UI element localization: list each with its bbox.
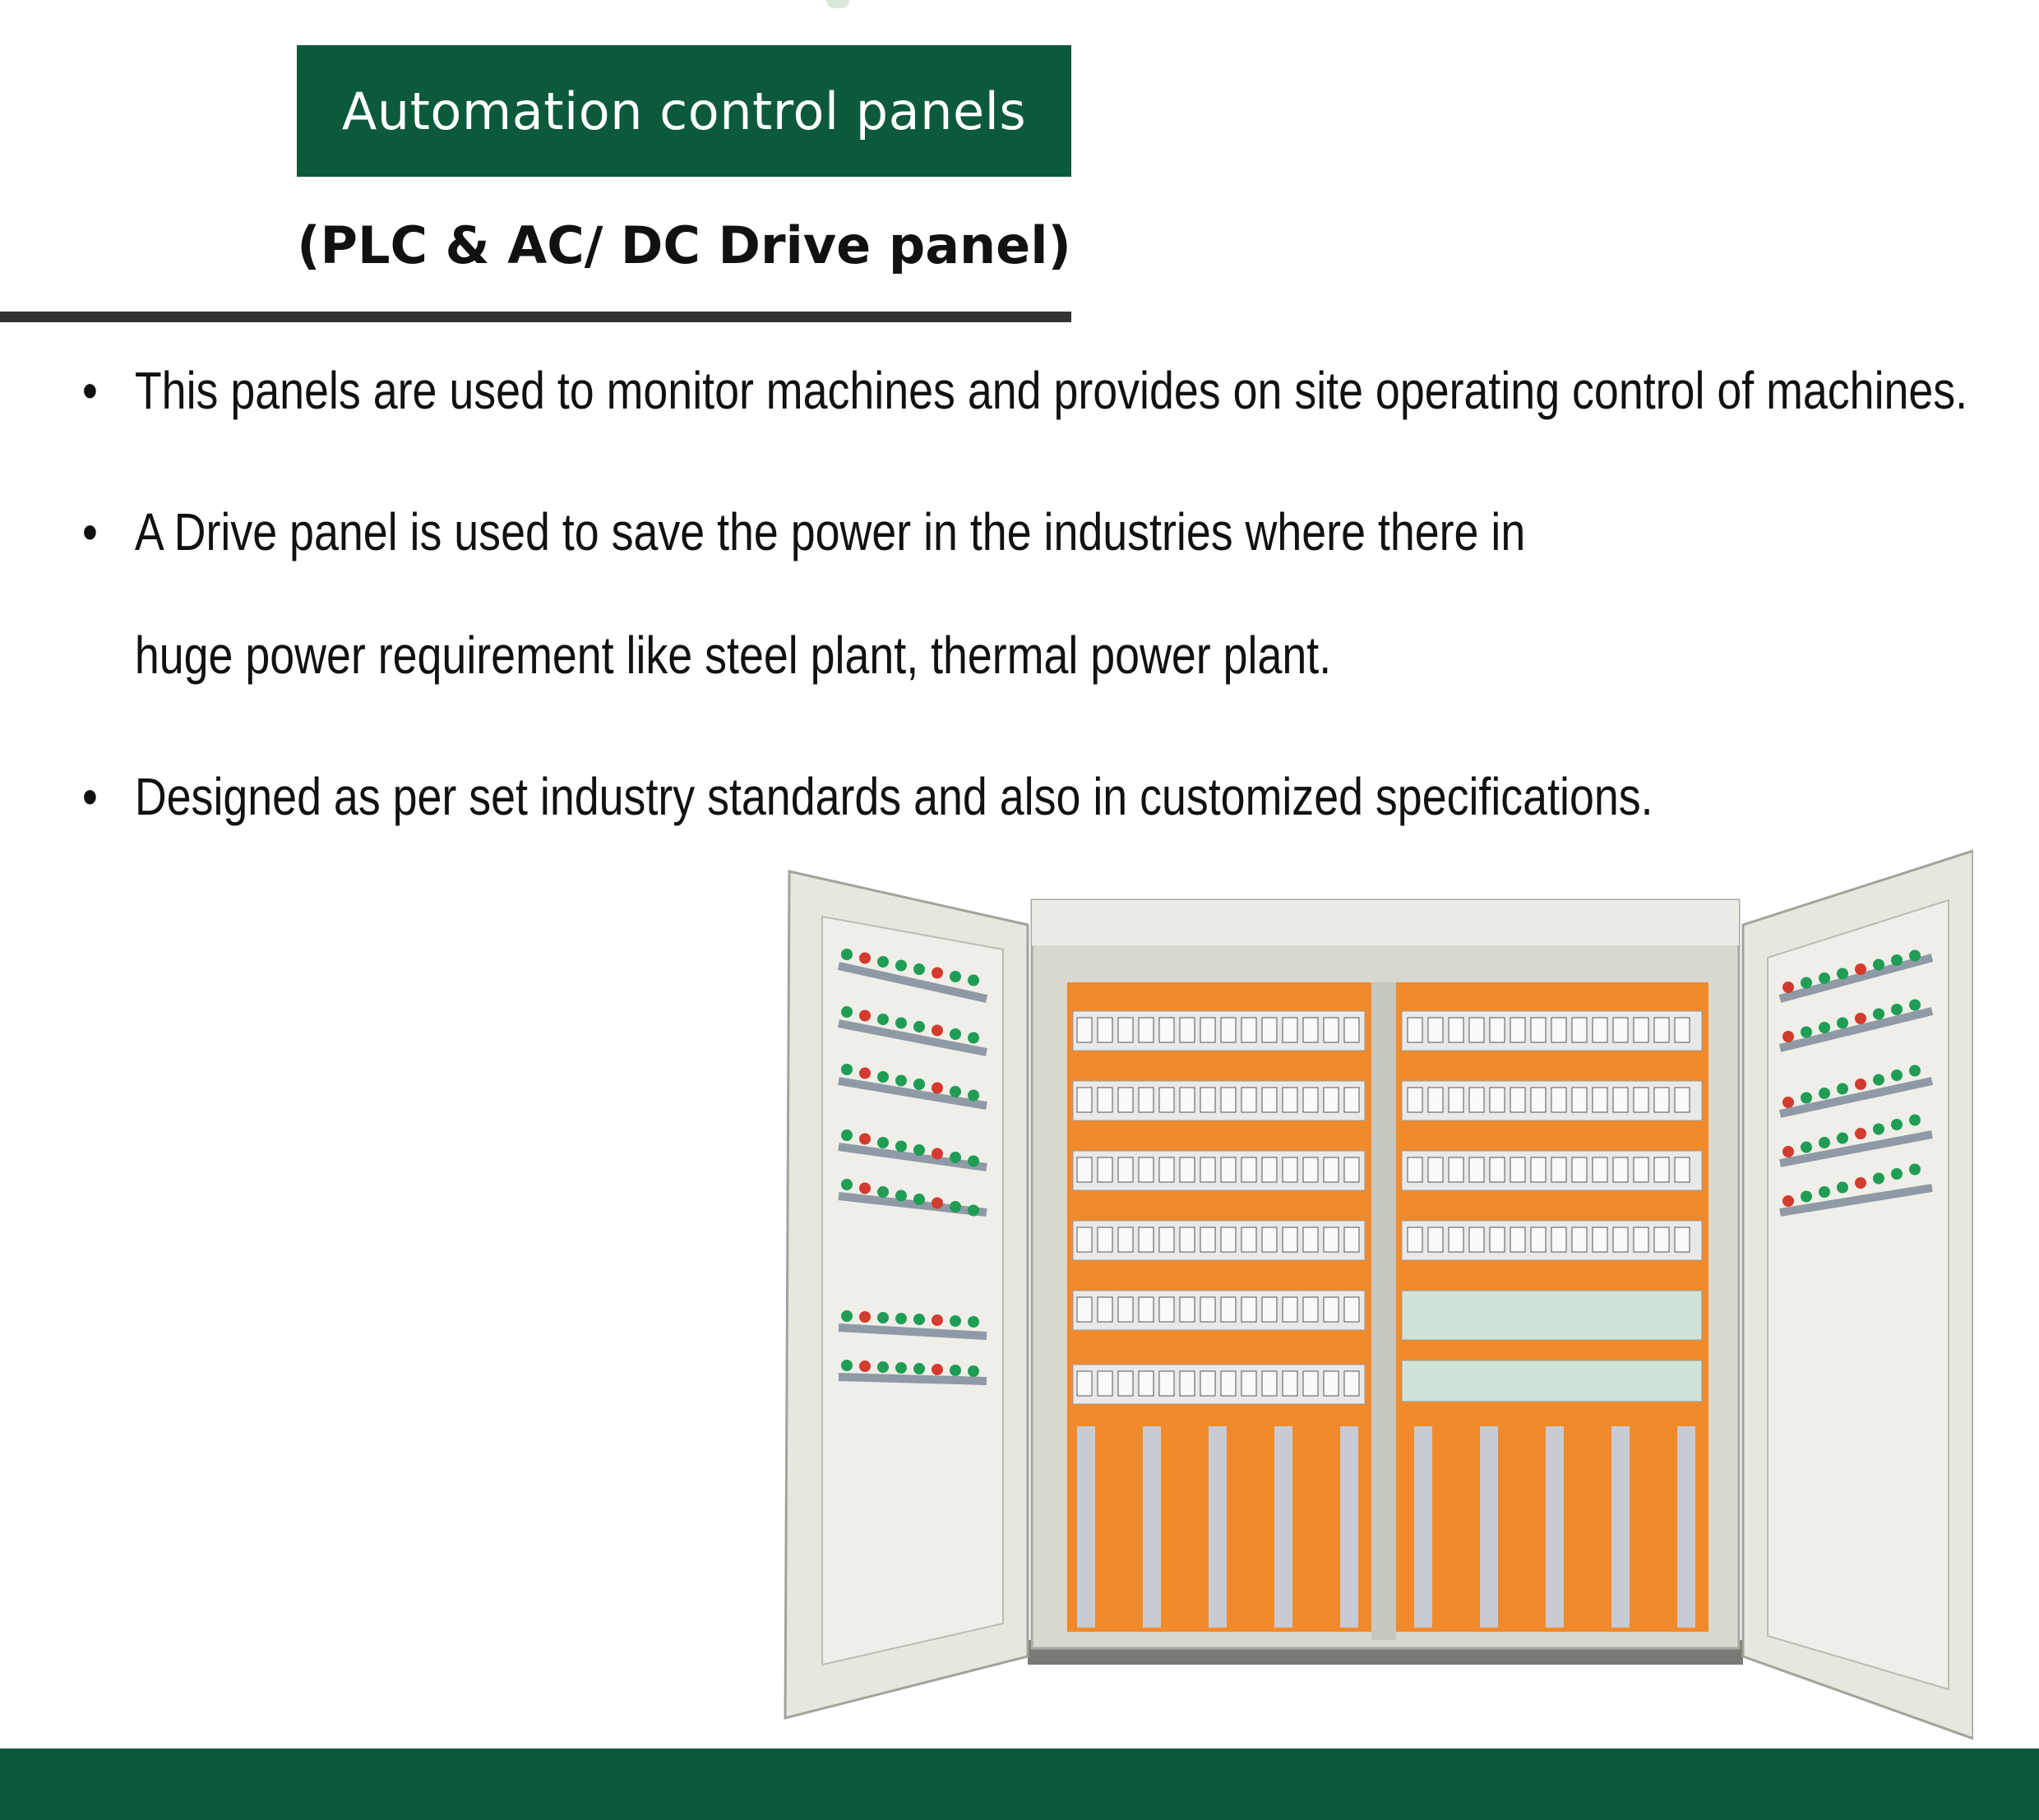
relay-module (1490, 1088, 1505, 1112)
relay-module (1531, 1088, 1546, 1112)
relay-module (1510, 1227, 1525, 1252)
relay-module (1408, 1018, 1422, 1042)
indicator-lamp (1819, 972, 1830, 984)
relay-module (1469, 1018, 1484, 1042)
relay-module (1139, 1371, 1154, 1396)
relay-module (1180, 1227, 1195, 1252)
relay-module (1551, 1018, 1566, 1042)
indicator-lamp (968, 1090, 979, 1102)
page-title: Automation control panels (341, 81, 1027, 141)
relay-module (1551, 1157, 1566, 1182)
relay-module (1613, 1018, 1628, 1042)
indicator-lamp (950, 1365, 961, 1376)
indicator-lamp (932, 1083, 943, 1094)
relay-module (1675, 1018, 1690, 1042)
indicator-lamp (932, 968, 943, 979)
indicator-lamp (1801, 1092, 1812, 1104)
indicator-lamp (1909, 1000, 1921, 1011)
indicator-lamp (877, 1071, 889, 1083)
cabinet-top (1032, 900, 1739, 945)
indicator-lamp (968, 1032, 979, 1044)
indicator-lamp (968, 975, 979, 986)
relay-module (1469, 1157, 1484, 1182)
relay-module (1200, 1088, 1215, 1112)
relay-module (1283, 1088, 1297, 1112)
relay-module (1634, 1157, 1648, 1182)
relay-module (1180, 1088, 1195, 1112)
relay-module (1200, 1297, 1215, 1322)
indicator-lamp (932, 1198, 943, 1209)
relay-module (1241, 1371, 1256, 1396)
indicator-lamp (1891, 1119, 1903, 1130)
relay-module (1469, 1227, 1484, 1252)
relay-module (1675, 1157, 1690, 1182)
indicator-lamp (1909, 1115, 1921, 1126)
relay-module (1408, 1157, 1422, 1182)
relay-module (1303, 1227, 1318, 1252)
indicator-lamp (913, 1314, 925, 1325)
bullet-text: A Drive panel is used to save the power in the industries where there in huge power requirement like steel plant, thermal power plant. (134, 502, 1526, 685)
indicator-lamp (1819, 1186, 1830, 1198)
relay-module (1221, 1227, 1236, 1252)
relay-module (1572, 1088, 1587, 1112)
indicator-lamp (895, 1362, 907, 1374)
relay-module (1593, 1018, 1607, 1042)
relay-module (1241, 1227, 1256, 1252)
indicator-lamp (1801, 1142, 1812, 1153)
bullet-item (82, 470, 1712, 717)
title-divider (0, 312, 1071, 322)
bullet-item: • Designed as per set industry standards and also in customized specifications. (82, 735, 1712, 858)
indicator-lamp (895, 1075, 907, 1087)
indicator-lamp (932, 1364, 943, 1375)
relay-module (1449, 1088, 1463, 1112)
indicator-lamp (877, 1014, 889, 1025)
relay-module (1572, 1018, 1587, 1042)
indicator-lamp (1837, 1018, 1848, 1029)
relay-module (1200, 1157, 1215, 1182)
page-subtitle: (PLC & AC/ DC Drive panel) (297, 215, 1071, 275)
indicator-lamp (877, 1361, 889, 1373)
relay-module (1613, 1227, 1628, 1252)
relay-module (1241, 1088, 1256, 1112)
relay-module (1449, 1018, 1463, 1042)
relay-module (1654, 1157, 1669, 1182)
relay-module (1531, 1018, 1546, 1042)
relay-module (1654, 1227, 1669, 1252)
relay-module (1510, 1157, 1525, 1182)
relay-module (1344, 1018, 1359, 1042)
indicator-lamp (1873, 1124, 1884, 1135)
indicator-lamp (913, 1021, 925, 1032)
relay-module (1221, 1297, 1236, 1322)
indicator-lamp (859, 1360, 871, 1372)
indicator-lamp (1891, 1004, 1903, 1015)
relay-module (1241, 1018, 1256, 1042)
relay-module (1098, 1088, 1112, 1112)
relay-module (1283, 1371, 1297, 1396)
relay-module (1118, 1297, 1133, 1322)
relay-module (1262, 1018, 1277, 1042)
relay-module (1634, 1018, 1648, 1042)
relay-module (1593, 1088, 1607, 1112)
indicator-lamp (1873, 1009, 1884, 1020)
relay-module (1510, 1088, 1525, 1112)
indicator-lamp (968, 1205, 979, 1217)
relay-module (1572, 1157, 1587, 1182)
indicator-lamp (841, 1064, 853, 1075)
indicator-lamp (1782, 1146, 1794, 1157)
relay-module (1408, 1088, 1422, 1112)
indicator-lamp (877, 956, 889, 968)
relay-module (1221, 1088, 1236, 1112)
indicator-lamp (859, 953, 871, 964)
relay-module (1262, 1227, 1277, 1252)
indicator-lamp (1855, 1128, 1866, 1139)
relay-module (1654, 1018, 1669, 1042)
relay-module (1675, 1227, 1690, 1252)
relay-module (1283, 1227, 1297, 1252)
indicator-lamp (895, 1018, 907, 1029)
relay-module (1428, 1227, 1443, 1252)
relay-module (1551, 1088, 1566, 1112)
relay-module (1180, 1371, 1195, 1396)
relay-module (1324, 1157, 1339, 1182)
relay-module (1180, 1297, 1195, 1322)
relay-module (1303, 1157, 1318, 1182)
relay-module (1077, 1297, 1092, 1322)
indicator-lamp (1891, 1069, 1903, 1081)
relay-module (1428, 1088, 1443, 1112)
indicator-lamp (950, 1315, 961, 1327)
indicator-lamp (1891, 954, 1903, 966)
relay-module (1613, 1157, 1628, 1182)
indicator-lamp (1801, 977, 1812, 989)
indicator-lamp (968, 1156, 979, 1167)
relay-module (1449, 1227, 1463, 1252)
relay-module (1324, 1088, 1339, 1112)
relay-module (1180, 1018, 1195, 1042)
indicator-lamp (1909, 1164, 1921, 1176)
relay-module (1077, 1018, 1092, 1042)
relay-module (1344, 1227, 1359, 1252)
indicator-lamp (859, 1311, 871, 1323)
relay-module (1139, 1018, 1154, 1042)
indicator-lamp (1873, 959, 1884, 971)
indicator-lamp (841, 1006, 853, 1018)
relay-module (1200, 1227, 1215, 1252)
indicator-lamp (913, 1079, 925, 1090)
indicator-lamp (859, 1010, 871, 1022)
relay-module (1159, 1088, 1174, 1112)
indicator-lamp (1782, 1031, 1794, 1042)
center-post (1371, 982, 1396, 1640)
relay-module (1118, 1157, 1133, 1182)
indicator-lamp (1782, 1097, 1794, 1108)
control-panel-photo (781, 834, 1973, 1743)
relay-module (1077, 1227, 1092, 1252)
relay-module (1449, 1157, 1463, 1182)
indicator-lamp (968, 1365, 979, 1377)
indicator-lamp (1782, 982, 1794, 993)
relay-module (1428, 1018, 1443, 1042)
relay-module (1118, 1371, 1133, 1396)
top-decoration (826, 0, 849, 8)
indicator-lamp (1909, 950, 1921, 962)
indicator-lamp (895, 1190, 907, 1202)
indicator-lamp (859, 1134, 871, 1145)
relay-module (1139, 1227, 1154, 1252)
relay-module (1283, 1157, 1297, 1182)
relay-module (1324, 1227, 1339, 1252)
indicator-lamp (913, 1363, 925, 1374)
relay-module (1572, 1227, 1587, 1252)
indicator-lamp (841, 1129, 853, 1141)
relay-module (1159, 1227, 1174, 1252)
indicator-lamp (950, 1152, 961, 1163)
indicator-lamp (859, 1183, 871, 1194)
relay-module (1654, 1088, 1669, 1112)
indicator-lamp (895, 1313, 907, 1324)
footer-bar (0, 1748, 2039, 1820)
indicator-lamp (877, 1312, 889, 1323)
indicator-lamp (932, 1025, 943, 1037)
relay-module (1303, 1018, 1318, 1042)
indicator-lamp (950, 971, 961, 982)
indicator-lamp (1819, 1022, 1830, 1033)
indicator-lamp (841, 1179, 853, 1190)
indicator-lamp (950, 1201, 961, 1213)
indicator-lamp (950, 1086, 961, 1097)
relay-module (1118, 1018, 1133, 1042)
relay-module (1283, 1297, 1297, 1322)
relay-module (1634, 1088, 1648, 1112)
indicator-lamp (1855, 1013, 1866, 1024)
relay-module (1344, 1371, 1359, 1396)
relay-module (1344, 1297, 1359, 1322)
relay-module (1469, 1088, 1484, 1112)
relay-module (1221, 1157, 1236, 1182)
relay-module (1159, 1018, 1174, 1042)
relay-module (1077, 1088, 1092, 1112)
indicator-lamp (1837, 1182, 1848, 1194)
relay-module (1675, 1088, 1690, 1112)
indicator-lamp (968, 1316, 979, 1328)
relay-module (1428, 1157, 1443, 1182)
relay-module (1077, 1371, 1092, 1396)
indicator-lamp (1855, 1079, 1866, 1090)
relay-module (1593, 1227, 1607, 1252)
relay-module (1324, 1371, 1339, 1396)
indicator-lamp (1909, 1065, 1921, 1077)
bullet-list (82, 329, 2023, 858)
relay-module (1077, 1157, 1092, 1182)
relay-module (1139, 1157, 1154, 1182)
indicator-lamp (1891, 1168, 1903, 1180)
relay-module (1551, 1227, 1566, 1252)
relay-module (1139, 1297, 1154, 1322)
relay-module (1159, 1297, 1174, 1322)
indicator-lamp (1873, 1173, 1884, 1185)
indicator-lamp (1837, 968, 1848, 980)
relay-module (1283, 1018, 1297, 1042)
relay-module (1098, 1018, 1112, 1042)
indicator-lamp (1837, 1133, 1848, 1144)
bullet-item: • This panels are used to monitor machines and provides on site operating control of machines. (82, 329, 1712, 452)
relay-module (1324, 1297, 1339, 1322)
relay-module (1098, 1227, 1112, 1252)
relay-module (1303, 1297, 1318, 1322)
relay-module (1531, 1157, 1546, 1182)
indicator-lamp (1855, 1177, 1866, 1189)
relay-module (1241, 1297, 1256, 1322)
relay-module (1262, 1088, 1277, 1112)
indicator-lamp (895, 1141, 907, 1153)
relay-module (1180, 1157, 1195, 1182)
indicator-lamp (1801, 1191, 1812, 1203)
indicator-lamp (859, 1068, 871, 1079)
relay-module (1200, 1018, 1215, 1042)
indicator-lamp (877, 1137, 889, 1148)
relay-module (1139, 1088, 1154, 1112)
relay-module (1098, 1157, 1112, 1182)
relay-module (1593, 1157, 1607, 1182)
relay-module (1344, 1088, 1359, 1112)
relay-module (1490, 1018, 1505, 1042)
indicator-lamp (1855, 963, 1866, 975)
title-banner (297, 45, 1071, 177)
relay-module (1262, 1157, 1277, 1182)
indicator-lamp (1837, 1083, 1848, 1095)
relay-module (1408, 1227, 1422, 1252)
indicator-lamp (895, 960, 907, 972)
relay-module (1510, 1018, 1525, 1042)
indicator-lamp (932, 1314, 943, 1326)
relay-module (1221, 1371, 1236, 1396)
relay-module (1303, 1371, 1318, 1396)
relay-module (1241, 1157, 1256, 1182)
relay-module (1303, 1088, 1318, 1112)
indicator-lamp (841, 1360, 853, 1371)
indicator-lamp (841, 949, 853, 960)
relay-module (1118, 1088, 1133, 1112)
indicator-lamp (913, 1144, 925, 1156)
relay-module (1159, 1157, 1174, 1182)
indicator-lamp (1782, 1195, 1794, 1207)
relay-module (1262, 1371, 1277, 1396)
relay-module (1221, 1018, 1236, 1042)
relay-module (1262, 1297, 1277, 1322)
relay-module (1490, 1157, 1505, 1182)
relay-module (1613, 1088, 1628, 1112)
relay-module (1634, 1227, 1648, 1252)
indicator-lamp (913, 1194, 925, 1205)
relay-module (1490, 1227, 1505, 1252)
indicator-lamp (1873, 1074, 1884, 1086)
relay-module (1324, 1018, 1339, 1042)
relay-module (1159, 1371, 1174, 1396)
indicator-lamp (1801, 1027, 1812, 1038)
indicator-lamp (1819, 1088, 1830, 1099)
indicator-lamp (932, 1148, 943, 1160)
relay-module (1200, 1371, 1215, 1396)
indicator-lamp (877, 1186, 889, 1198)
indicator-lamp (841, 1310, 853, 1322)
indicator-lamp (913, 963, 925, 975)
relay-module (1344, 1157, 1359, 1182)
relay-module (1098, 1297, 1112, 1322)
relay-module (1531, 1227, 1546, 1252)
indicator-lamp (950, 1028, 961, 1040)
relay-module (1118, 1227, 1133, 1252)
relay-module (1098, 1371, 1112, 1396)
indicator-lamp (1819, 1137, 1830, 1148)
